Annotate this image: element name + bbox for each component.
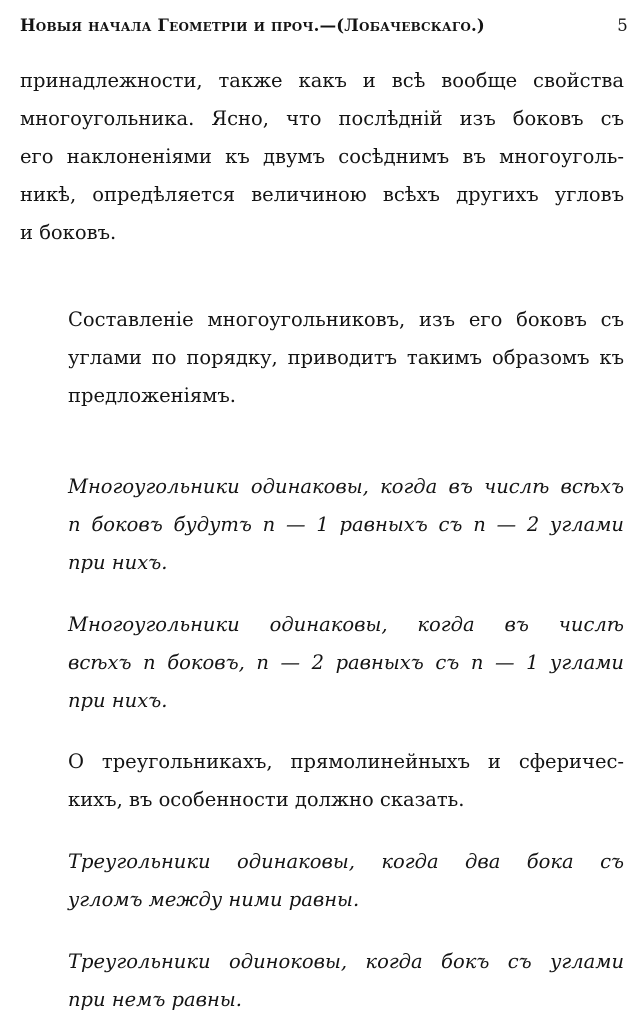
paragraph-5	[20, 743, 624, 819]
text-line: углами по порядку, приводитъ такимъ образомъ къ	[68, 346, 624, 369]
header-title: Новыя начала Геометрiи и проч.—(Лобачевскаго.)	[20, 16, 485, 35]
text-line: принадлежности, также какъ и всѣ вообще свойства	[20, 69, 624, 92]
paragraph-7-proposition	[20, 943, 624, 1019]
paragraph-2	[20, 301, 624, 415]
text-line: всѣхъ n боковъ, n — 2 равныхъ съ n — 1 углами	[68, 651, 624, 674]
text-line: и боковъ.	[20, 221, 117, 244]
running-header	[20, 10, 628, 44]
text-line: его наклоненiями къ двумъ сосѣднимъ въ многоуголь-	[20, 145, 624, 168]
paragraph-1	[20, 62, 624, 252]
text-line: Составленiе многоугольниковъ, изъ его боковъ съ	[68, 308, 624, 331]
text-line: Треугольники одиноковы, когда бокъ съ углами	[68, 950, 624, 973]
text-line: многоугольника. Ясно, что послѣднiй изъ боковъ съ	[20, 107, 624, 130]
text-line: кихъ, въ особенности должно сказать.	[68, 788, 465, 811]
text-line: Многоугольники одинаковы, когда въ числѣ	[68, 613, 624, 636]
paragraph-4-proposition	[20, 606, 624, 720]
text-line: О треугольникахъ, прямолинейныхъ и сферичес-	[68, 750, 624, 773]
text-line: n боковъ будутъ n — 1 равныхъ съ n — 2 углами	[68, 513, 624, 536]
text-line: при нихъ.	[68, 551, 168, 574]
text-line: предложенiямъ.	[68, 384, 236, 407]
text-line: Многоугольники одинаковы, когда въ числѣ всѣхъ	[68, 475, 624, 498]
text-line: при нихъ.	[68, 689, 168, 712]
text-line: никѣ, опредѣляется величиною всѣхъ другихъ угловъ	[20, 183, 624, 206]
text-line: при немъ равны.	[68, 988, 242, 1011]
text-line: угломъ между ними равны.	[68, 888, 360, 911]
page-number: 5	[617, 16, 628, 35]
paragraph-3-proposition	[20, 468, 624, 582]
text-line: Треугольники одинаковы, когда два бока съ	[68, 850, 624, 873]
paragraph-6-proposition	[20, 843, 624, 919]
